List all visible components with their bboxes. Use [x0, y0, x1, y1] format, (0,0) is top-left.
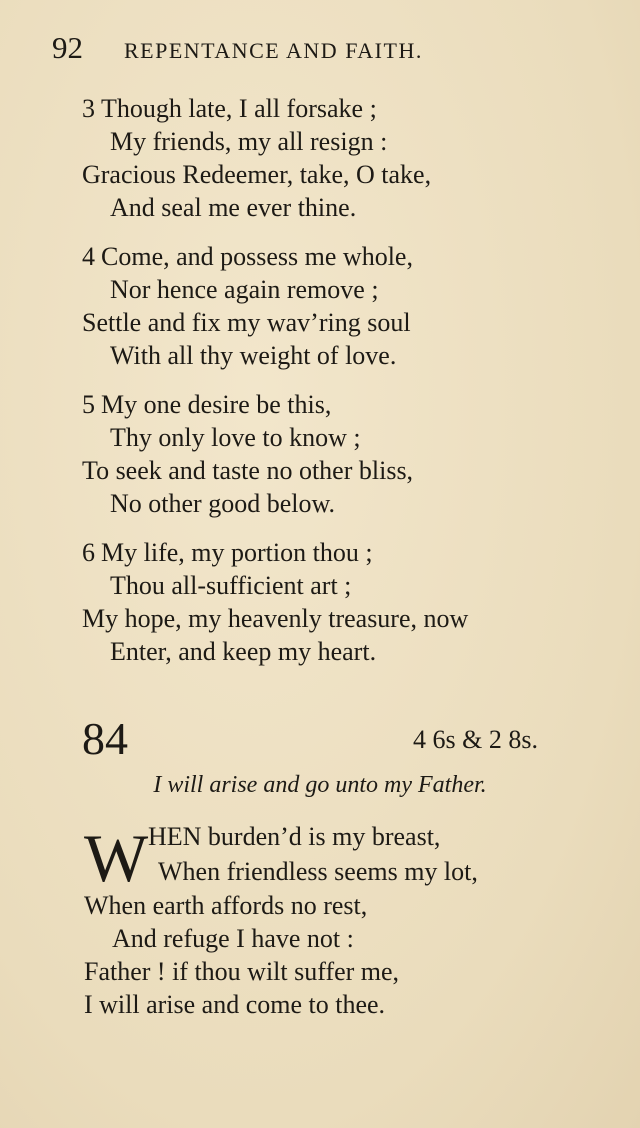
hymn-line: HEN burden’d is my breast,	[148, 822, 441, 851]
verse-number: 4	[82, 242, 95, 271]
verse-line	[82, 240, 602, 273]
running-head: REPENTANCE AND FAITH.	[124, 38, 423, 63]
verse-line: With all thy weight of love.	[110, 341, 397, 370]
verse-line: Thy only love to know ;	[110, 423, 361, 452]
drop-cap: W	[84, 820, 149, 896]
verse-line: To seek and taste no other bliss,	[82, 456, 414, 485]
verse-number: 3	[82, 94, 95, 123]
verse-6	[82, 536, 602, 668]
verse-4	[82, 240, 602, 372]
scripture-heading: I will arise and go unto my Father.	[153, 772, 487, 798]
verse-line	[82, 92, 602, 125]
verse-line: Settle and fix my wav’ring soul	[82, 308, 411, 337]
page-header	[52, 30, 600, 70]
hymn-line: Father ! if thou wilt suffer me,	[84, 957, 400, 986]
hymn-lines	[84, 889, 399, 1021]
verse-line	[82, 536, 602, 569]
hymn-line: I will arise and come to thee.	[84, 990, 386, 1019]
verse-text: Come, and possess me whole,	[101, 242, 413, 271]
verse-line: Gracious Redeemer, take, O take,	[82, 160, 432, 189]
verse-line: No other good below.	[110, 489, 336, 518]
page-number: 92	[52, 30, 83, 65]
hymn-number: 84	[82, 713, 128, 764]
hymn-line: When friendless seems my lot,	[158, 857, 478, 886]
verse-text: My one desire be this,	[101, 390, 332, 419]
hymn-line: When earth affords no rest,	[84, 891, 368, 920]
verse-line: My friends, my all resign :	[110, 127, 388, 156]
verse-text: My life, my portion thou ;	[101, 538, 373, 567]
verse-line: Thou all-sufficient art ;	[110, 571, 352, 600]
verse-5	[82, 388, 602, 520]
verse-3	[82, 92, 602, 224]
verse-line: Enter, and keep my heart.	[110, 637, 377, 666]
verse-line: And seal me ever thine.	[110, 193, 357, 222]
hymn-meter: 4 6s & 2 8s.	[413, 725, 538, 754]
hymn-line: And refuge I have not :	[112, 924, 354, 953]
verse-text: Though late, I all forsake ;	[101, 94, 377, 123]
verse-line	[82, 388, 602, 421]
verse-number: 6	[82, 538, 95, 567]
verse-line: My hope, my heavenly treasure, now	[82, 604, 469, 633]
verse-number: 5	[82, 390, 95, 419]
verse-line: Nor hence again remove ;	[110, 275, 379, 304]
